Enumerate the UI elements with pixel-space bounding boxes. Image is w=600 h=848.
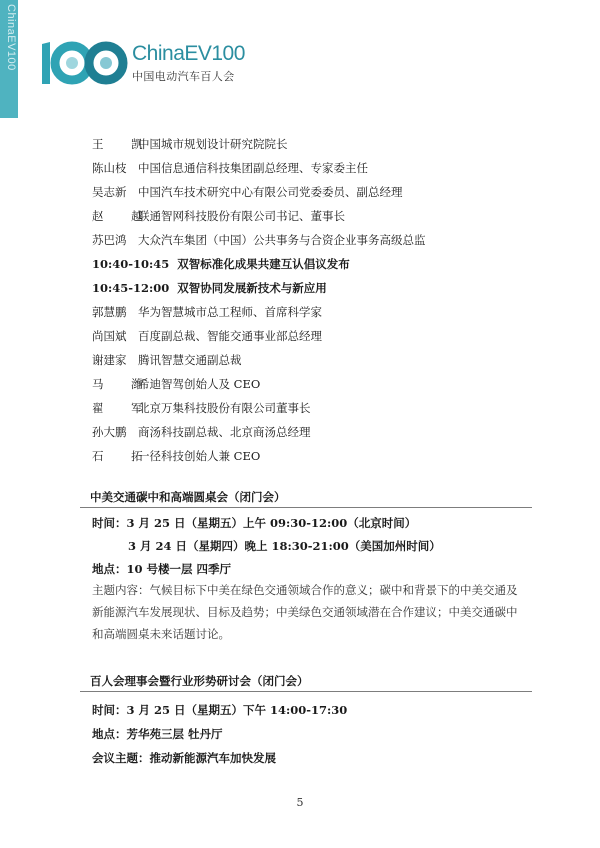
list-item [92, 329, 322, 343]
person-name: 谢建家 [92, 353, 127, 367]
side-color-strip [0, 0, 18, 118]
list-item [92, 353, 242, 367]
meeting-time: 时间：3 月 25 日（星期五）下午 14:00-17:30 [92, 703, 348, 717]
list-item [92, 401, 311, 415]
list-item [92, 305, 322, 319]
list-item [92, 425, 311, 439]
meeting-location: 地点：10 号楼一层 四季厅 [92, 562, 232, 576]
person-role: 中国信息通信科技集团副总经理、专家委主任 [138, 161, 368, 175]
list-item [92, 377, 260, 391]
person-name: 孙大鹏 [92, 425, 127, 439]
logo [36, 40, 246, 86]
person-name: 马 潍 [92, 377, 155, 391]
list-item [92, 185, 403, 199]
logo-brand-cn: 中国电动汽车百人会 [132, 70, 235, 83]
session-title: 双智标准化成果共建互认倡议发布 [177, 257, 350, 271]
side-brand-text: ChinaEV100 [5, 4, 17, 71]
meeting-topic: 会议主题：推动新能源汽车加快发展 [92, 751, 276, 765]
person-name: 苏巴鸿 [92, 233, 127, 247]
person-name: 翟 军 [92, 401, 155, 415]
person-name: 石 拓 [92, 449, 155, 463]
meeting-topic: 主题内容：气候目标下中美在绿色交通领域合作的意义；碳中和背景下的中美交通及新能源汽车发展现状、目标及趋势；中美绿色交通领域潜在合作建议；中美交通碳中和高端圆桌未来话题讨论。 [92, 583, 518, 641]
list-item [92, 137, 288, 151]
session-time: 10:45-12:00 [92, 281, 170, 295]
person-role: 联通智网科技股份有限公司书记、董事长 [138, 209, 345, 223]
person-name: 郭慧鹏 [92, 305, 127, 319]
time-beijing: 3 月 25 日（星期五）上午 09:30-12:00（北京时间） [126, 516, 417, 530]
meeting-title: 中美交通碳中和高端圆桌会（闭门会） [90, 490, 286, 504]
person-role: 中国城市规划设计研究院院长 [138, 137, 288, 151]
person-role: 商汤科技副总裁、北京商汤总经理 [138, 425, 311, 439]
person-name: 吴志新 [92, 185, 127, 199]
logo-brand-en: ChinaEV100 [132, 42, 245, 65]
person-name: 赵 越 [92, 209, 155, 223]
person-role: 腾讯智慧交通副总裁 [138, 353, 242, 367]
person-role: 北京万集科技股份有限公司董事长 [138, 401, 311, 415]
list-item [92, 161, 368, 175]
list-item [92, 233, 426, 247]
person-role: 百度副总裁、智能交通事业部总经理 [138, 329, 322, 343]
person-role: 希迪智驾创始人及 CEO [138, 377, 261, 391]
person-name: 王 凯 [92, 137, 155, 151]
meeting-time [92, 515, 416, 531]
time-california: 3 月 24 日（星期四）晚上 18:30-21:00（美国加州时间） [128, 539, 441, 553]
list-item [92, 209, 345, 223]
meeting-title: 百人会理事会暨行业形势研讨会（闭门会） [90, 674, 309, 688]
session-heading [92, 281, 327, 295]
session-heading [92, 257, 350, 271]
section-divider [80, 691, 532, 692]
meeting-location: 地点：芳华苑三层 牡丹厅 [92, 727, 223, 741]
person-name: 陈山枝 [92, 161, 127, 175]
session-title: 双智协同发展新技术与新应用 [177, 281, 327, 295]
section-divider [80, 507, 532, 508]
page-number: 5 [296, 796, 304, 809]
session-time: 10:40-10:45 [92, 257, 170, 271]
list-item [92, 449, 260, 463]
person-name: 尚国斌 [92, 329, 127, 343]
logo-mark-icon [36, 40, 128, 86]
time-label: 时间： [92, 516, 127, 530]
person-role: 大众汽车集团（中国）公共事务与合资企业事务高级总监 [138, 233, 426, 247]
person-role: 中国汽车技术研究中心有限公司党委委员、副总经理 [138, 185, 403, 199]
person-role: 华为智慧城市总工程师、首席科学家 [138, 305, 322, 319]
person-role: 一径科技创始人兼 CEO [138, 449, 261, 463]
